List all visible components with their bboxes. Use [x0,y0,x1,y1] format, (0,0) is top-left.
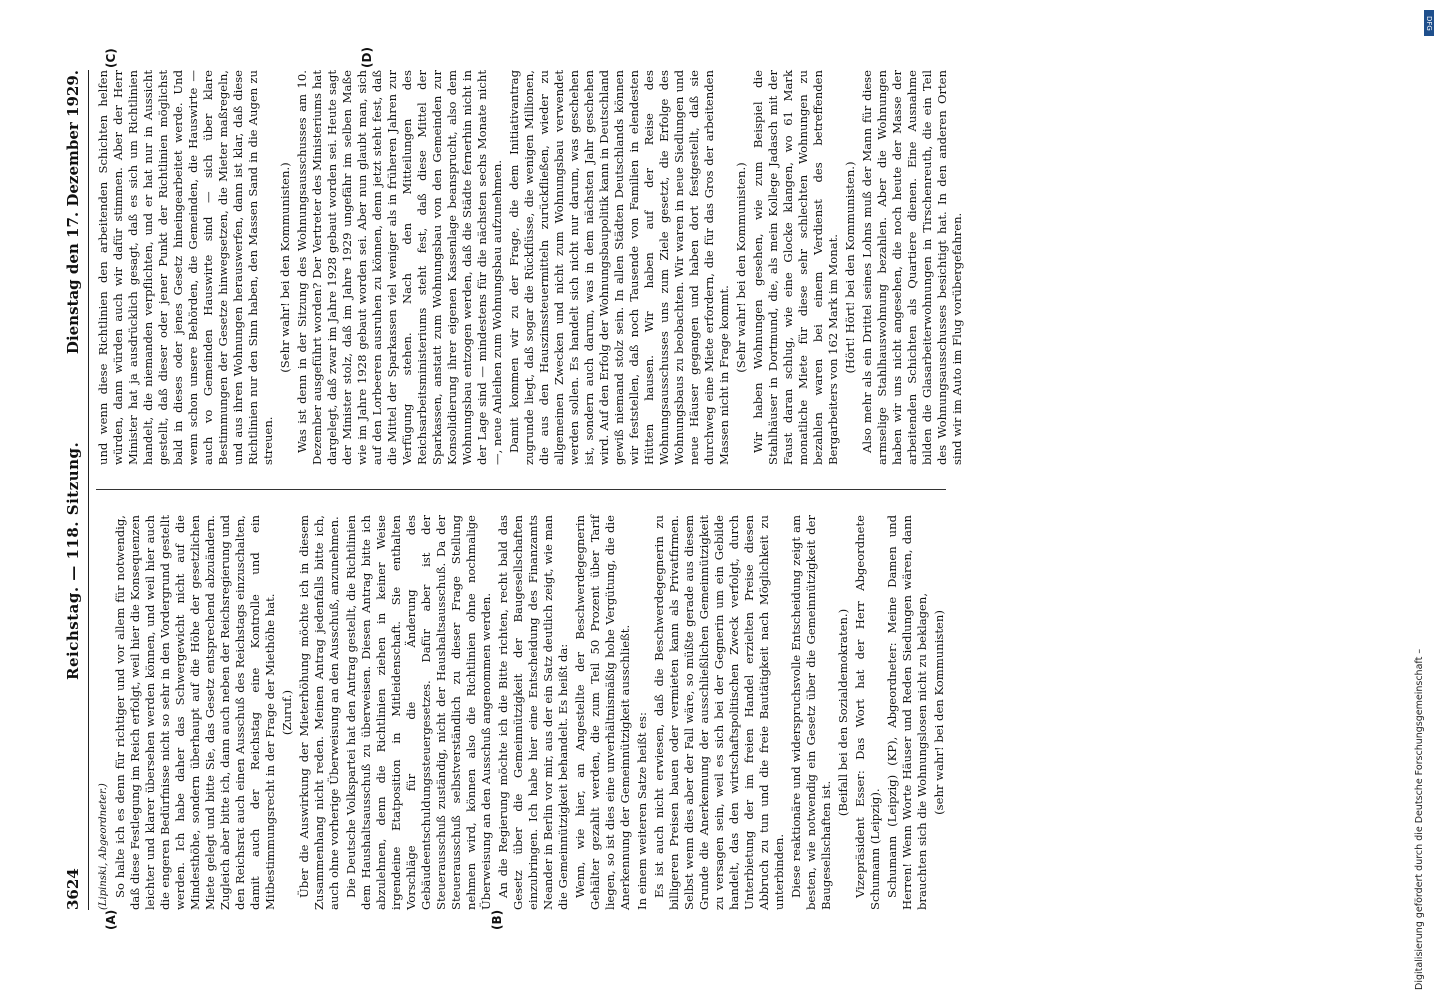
speaker-note: (Lipinski, Abgeordneter.) [98,783,109,910]
interjection: (Beifall bei den Sozialdemokraten.) [836,608,850,817]
digitization-credit [1412,10,1428,990]
paragraph: und wenn diese Richtlinien den arbeitenden Schichten helfen würden, dann würden auch wir dafür stimmen. Aber der Herr Minister hat ja ausdrücklich gesagt, daß es sich um Richtlinien handelt, die niemanden verpflichten, und er hat nur in Aussicht gestellt, daß dieser oder jener Punkt der Richtlinien möglichst bald in dieses oder jenes Gesetz hineingearbeitet werde. Und wenn schon unsere Behörden, die Gemeinden, die Hauswirte — auch vo Gemeinden Hauswirte sind — sich über klare Bestimmungen der Gesetze hinwegsetzen, die Mieter maßregeln, und aus ihren Wohnungen herauswerfen, dann ist klar, daß diese Richtlinien nur den Sinn haben, den Massen Sand in die Augen zu streuen. [96,70,275,465]
margin-marker-b: (B) [490,909,504,930]
page-number: 3624 [64,868,82,910]
paragraph: Wenn, wie hier, an Angestellte der Beschwerdegegnerin Gehälter gezahlt werden, die zum Teil 50 Prozent über Tarif liegen, so ist dies eine unverhältnismäßig hohe Vergütung, die die Anerkennung der Gemeinnützigkeit ausschließt. [573,515,632,910]
paragraph: Über die Auswirkung der Mieterhöhung möchte ich in diesem Zusammenhang nicht reden. Meinen Antrag jedenfalls bitte ich, auch ohne vorherige Überweisung an den Ausschuß, anzunehmen. [297,515,341,910]
margin-marker-d: (D) [360,47,374,68]
paragraph: Vizepräsident Esser: Das Wort hat der Herr Abgeordnete Schumann (Leipzig). [853,515,882,910]
dfg-logo: DFG [1424,10,1434,36]
paragraph: Damit kommen wir zu der Frage, die dem Initiativantrag zugrunde liegt, daß sogar die Rückflüsse, die wenigen Millionen, die aus den Hauszinssteuermitteln zurückfließen, wieder zu allgemeinen Zwecken und nicht zum Wohnungsbau verwendet werden sollen. Es handelt sich nicht nur darum, was geschehen ist, sondern auch darum, was in dem nächsten Jahr geschehen wird. Auf den Erfolg der Wohnungsbaupolitik kann in Deutschland gewiß niemand stolz sein. In allen Städten Deutschlands können wir feststellen, daß noch Tausende von Familien in elendesten Hütten hausen. Wir haben auf der Reise des Wohnungsausschusses uns zum Ziele gesetzt, die Erfolge des Wohnungsbaus zu beobachten. Wir waren in neue Siedlungen und neue Häuser gegangen und haben dort festgestellt, daß sie durchweg eine Miete erfordern, die für das Gros der arbeitenden Massen nicht in Frage kommt. [507,70,731,465]
margin-marker-c: (C) [104,48,118,68]
document-page [60,47,1360,930]
paragraph: In einem weiteren Satze heißt es: [635,712,649,910]
paragraph: Diese reaktionäre und widerspruchsvolle Entscheidung zeigt am besten, wie notwendig ein Gesetz über die Gemeinnützigkeit der Baugesellschaften ist. [789,515,833,910]
interjection: (Zuruf.) [280,689,294,736]
margin-marker-a: (A) [104,909,118,930]
left-column [96,515,956,910]
paragraph: So halte ich es denn für richtiger und vor allem für notwendig, daß diese Festlegung im Reich erfolgt, weil hier die Konsequenzen leichter und klarer übersehen werden können, und weil hier auch die engeren Bedürfnisse nicht so sehr in den Vordergrund gestellt werden. Ich habe daher das Schwergewicht nicht auf die Mindesthöhe, sondern überhaupt auf die Höhe der gesetzlichen Miete gelegt und bitte Sie, das Gesetz entsprechend abzuändern. Zugleich aber bitte ich, dann auch neben der Reichsregierung und den Reichsrat auch einen Ausschuß des Reichstags einzuschalten, damit auch der Reichstag eine Kontrolle und ein Mitbestimmungsrecht in der Frage der Miethöhe hat. [113,515,277,910]
credit-text: Digitalisierung gefördert durch die Deutsche Forschungsgemeinschaft – [1414,648,1425,990]
interjection: (Sehr wahr! bei den Kommunisten.) [734,162,748,373]
paragraph: Es ist auch nicht erwiesen, daß die Beschwerdegegnerin zu billigeren Preisen bauen oder vermieten kann als Privatfirmen. Selbst wenn dies aber der Fall wäre, so müßte gerade aus diesem Grunde die Anerkennung der ausschließlichen Gemeinnützigkeit zu versagen sein, weil es sich bei der Gegnerin um ein Gebilde handelt, das den wirtschaftspolitischen Zweck verfolgt, durch Unterbietung der im freien Handel erzielten Preise diesen Abbruch zu tun und die freie Bautätigkeit nach Möglichkeit zu unterbinden. [652,515,786,910]
paragraph: Die Deutsche Volkspartei hat den Antrag gestellt, die Richtlinien dem Haushaltsausschuß zu überweisen. Diesen Antrag bitte ich abzulehnen, denn die Richtlinien ziehen in keiner Weise irgendeine Etatposition in Mitleidenschaft. Sie enthalten Vorschläge für die Änderung des Gebäudeentschuldungssteuergesetzes. Dafür aber ist der Steuerausschuß zuständig, nicht der Haushaltsausschuß. Da der Steuerausschuß selbstverständlich zu dieser Frage Stellung nehmen wird, können also die Richtlinien ohne nochmalige Überweisung an den Ausschuß angenommen werden. [344,515,493,910]
page-title: Reichstag. — 118. Sitzung. [64,441,82,680]
interjection: (Hört! Hört! bei den Kommunisten.) [843,161,857,374]
header-divider [88,70,89,910]
paragraph: An die Regierung möchte ich die Bitte richten, recht bald das Gesetz über die Gemeinnützigkeit der Baugesellschaften einzubringen. Ich habe hier eine Entscheidung des Finanzamts Neander in Berlin vor mir, aus der ein Satz deutlich zeigt, wie man die Gemeinnützigkeit behandelt. Es heißt da: [496,515,570,910]
right-column [96,70,964,465]
interjection: (sehr wahr! bei den Kommunisten) [932,610,946,815]
paragraph: Was ist denn in der Sitzung des Wohnungsausschusses am 10. Dezember ausgeführt worden? Der Vertreter des Ministeriums hat dargelegt, daß zwar im Jahre 1928 gebaut worden sei. Heute sagt der Minister stolz, daß im Jahre 1929 ungefähr im selben Maße wie im Jahre 1928 gebaut worden sei. Aber nun glaubt man, sich auf den Lorbeeren ausruhen zu können, denn jetzt steht fest, daß die Mittel der Sparkassen viel weniger als in früheren Jahren zur Verfügung stehen. Nach den Mitteilungen des Reichsarbeitsministeriums steht fest, daß diese Mittel der Sparkassen, anstatt zum Wohnungsbau von den Gemeinden zur Konsolidierung ihrer eigenen Kassenlage beansprucht, also dem Wohnungsbau entzogen werden, daß die Städte fernerhin nicht in der Lage sind — mindestens für die nächsten sechs Monate nicht —, neue Anleihen zum Wohnungsbau aufzunehmen. [295,70,504,465]
session-date: Dienstag den 17. Dezember 1929. [64,70,82,355]
interjection: (Sehr wahr! bei den Kommunisten.) [278,162,292,373]
page-header [60,70,88,910]
paragraph: Schumann (Leipzig) (KP), Abgeordneter: Meine Damen und Herren! Wenn Worte Häuser und Reden Siedlungen wären, dann brauchten sich die Wohnungslosen nicht zu beklagen, [885,515,929,910]
paragraph: Wir haben Wohnungen gesehen, wie zum Beispiel die Stahlhäuser in Dortmund, die, als mein Kollege Jadasch mit der Faust daran schlug, wie eine Glocke klangen, wo 61 Mark monatliche Miete für diese sehr schlechten Wohnungen zu bezahlen waren bei einem Verdienst des betreffenden Bergarbeiters von 162 Mark im Monat. [751,70,840,465]
column-divider [96,489,946,490]
paragraph: Also mehr als ein Drittel seines Lohns muß der Mann für diese armselige Stahlhauswohnung bezahlen. Aber die Wohnungen haben wir uns nicht angesehen, die noch heute der Masse der arbeitenden Schichten als Quartiere dienen. Eine Ausnahme bilden die Glasarbeiterwohnungen in Tirschenreuth, die ein Teil des Wohnungsausschusses besichtigt hat. In den anderen Orten sind wir im Auto im Flug vorübergefahren. [860,70,964,465]
